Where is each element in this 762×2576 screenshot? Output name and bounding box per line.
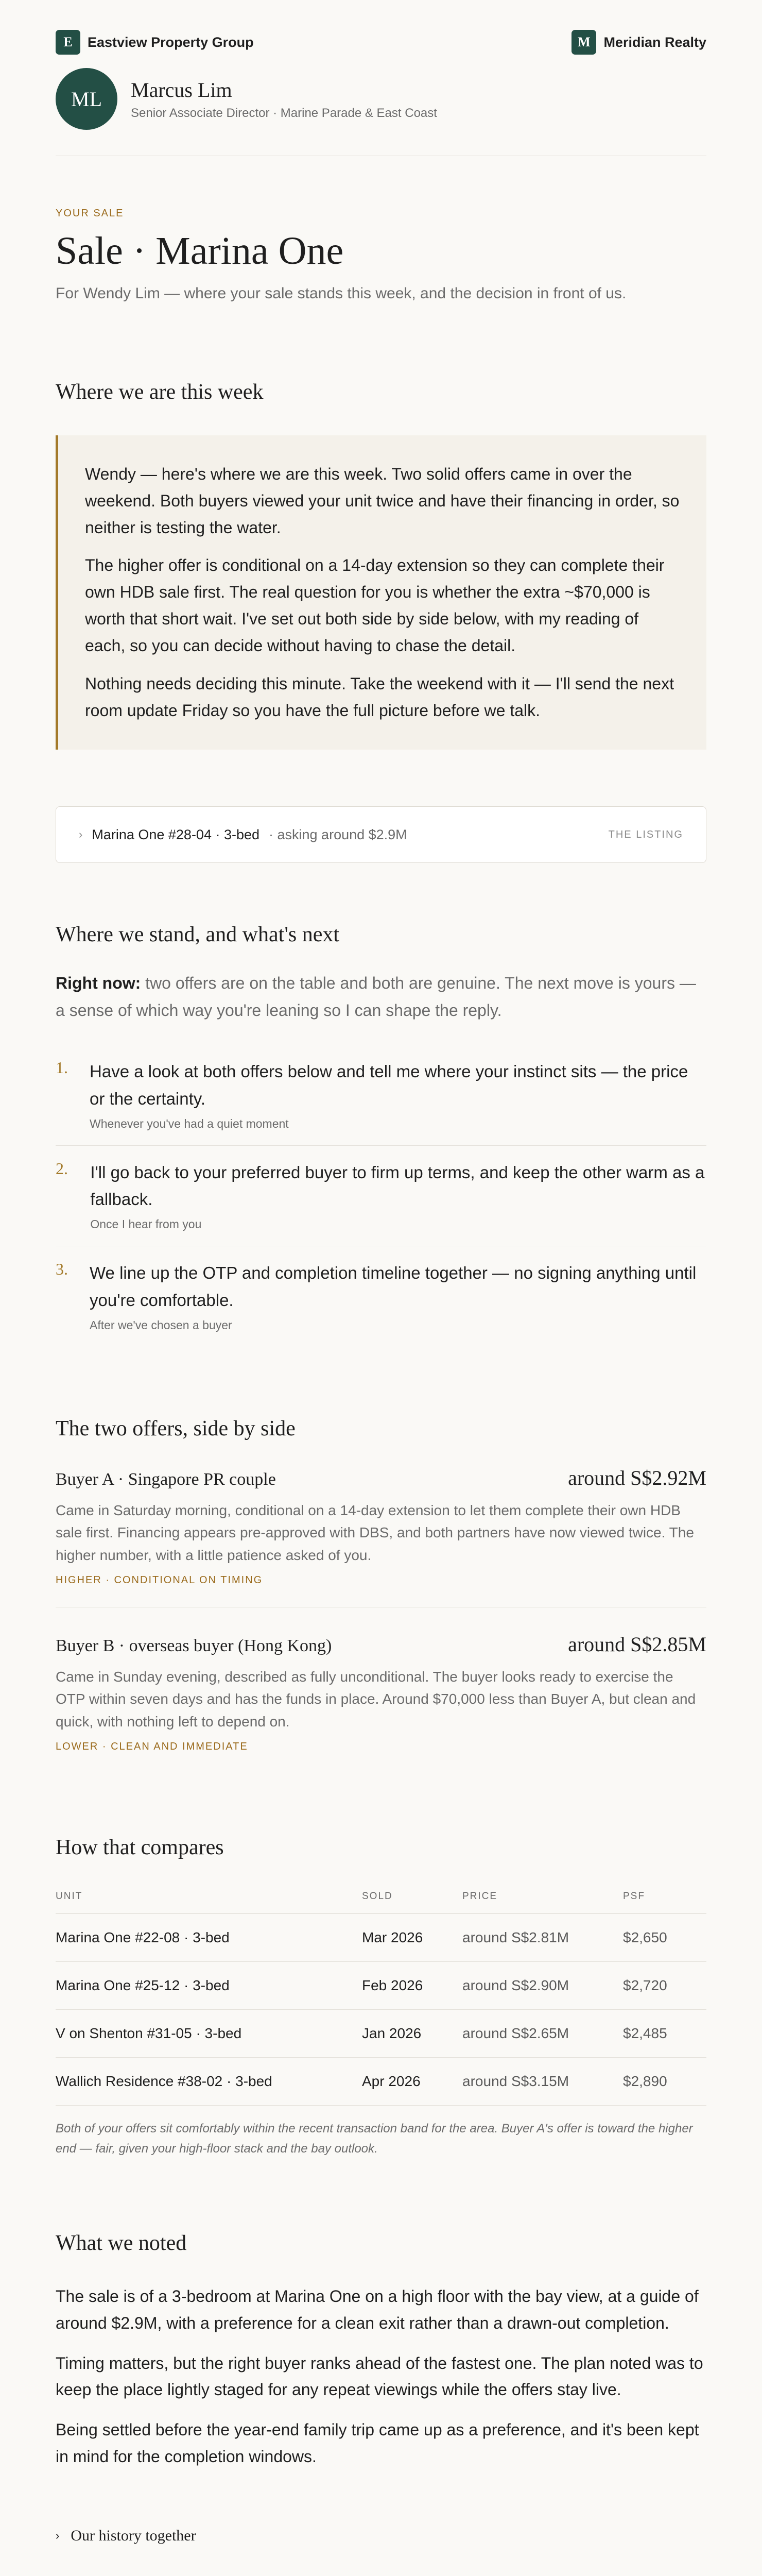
cell-sold: Jan 2026 [362, 2010, 462, 2058]
step-number: 1. [56, 1058, 68, 1077]
note-paragraph: Nothing needs deciding this minute. Take the weekend with it — I'll send the next room update Friday so you have the full picture before we talk. [85, 674, 674, 720]
section-heading: The two offers, side by side [56, 1416, 296, 1440]
offer-header [56, 1466, 706, 1490]
listing-summary [79, 827, 407, 843]
brand-bar [56, 0, 706, 57]
note-paragraph: The higher offer is conditional on a 14-day extension so they can complete their own HDB sale first. The real question for you is whether the extra ~$70,000 is worth that short wait. I've set out both side by side below, with my reading of each, so you can decide without having to chase the detail. [85, 556, 665, 655]
step-timing: Once I hear from you [90, 1217, 202, 1231]
section-what-we-noted [56, 2231, 706, 2470]
table-row [56, 2010, 706, 2058]
noted-body [56, 2283, 706, 2470]
listing-title: Marina One #28-04 · 3-bed [92, 826, 260, 842]
noted-paragraph: Timing matters, but the right buyer ranks ahead of the fastest one. The plan noted was to keep the place lightly staged for any repeat viewings while the offers stay live. [56, 2353, 703, 2399]
meridian-logo: M [572, 30, 596, 55]
step-timing: Whenever you've had a quiet moment [90, 1116, 289, 1130]
listing-toggle[interactable] [56, 806, 706, 863]
section-heading: What we noted [56, 2231, 187, 2255]
section-where-we-stand [56, 922, 706, 1346]
offer-description: Came in Sunday evening, described as fully unconditional. The buyer looks ready to exercise the OTP within seven days and has the funds in place. Around $70,000 less than Buyer A, but clean and quick, with nothing left to depend on. [56, 1669, 696, 1730]
next-steps-list [56, 1045, 706, 1347]
agent-card [56, 57, 706, 156]
offer-price: around S$2.85M [568, 1633, 706, 1656]
table-header-row [56, 1891, 706, 1914]
history-label: Our history together [71, 2527, 196, 2544]
section-where-we-are [56, 380, 706, 750]
comparables-table [56, 1891, 706, 2106]
step-body [90, 1058, 706, 1131]
cell-price: around S$3.15M [462, 2058, 623, 2106]
cell-unit: Wallich Residence #38-02 · 3-bed [56, 2058, 362, 2106]
page-subtitle: For Wendy Lim — where your sale stands this week, and the decision in front of us. [56, 285, 627, 302]
list-item [56, 1045, 706, 1146]
meridian-brand-name: Meridian Realty [603, 34, 706, 50]
listing-asking: · asking around $2.9M [269, 826, 407, 842]
history-toggle[interactable] [56, 2527, 706, 2545]
cell-psf: $2,720 [623, 1962, 706, 2010]
offer-name: Buyer B · overseas buyer (Hong Kong) [56, 1636, 332, 1655]
offer-tag: HIGHER · CONDITIONAL ON TIMING [56, 1574, 263, 1586]
eastview-logo: E [56, 30, 80, 55]
avatar: ML [56, 68, 117, 130]
offer-buyer-a [56, 1441, 706, 1607]
column-header-sold: SOLD [362, 1891, 462, 1914]
offer-tag: LOWER · CLEAN AND IMMEDIATE [56, 1741, 248, 1753]
section-heading: How that compares [56, 1836, 224, 1860]
step-number: 2. [56, 1159, 68, 1178]
cell-price: around S$2.65M [462, 2010, 623, 2058]
list-item [56, 1246, 706, 1347]
column-header-price: PRICE [462, 1891, 623, 1914]
right-now-label: Right now: [56, 974, 141, 993]
column-header-unit: UNIT [56, 1891, 362, 1914]
cell-price: around S$2.81M [462, 1914, 623, 1962]
offer-price: around S$2.92M [568, 1466, 706, 1489]
cell-sold: Feb 2026 [362, 1962, 462, 2010]
cell-unit: Marina One #22-08 · 3-bed [56, 1914, 362, 1962]
cell-psf: $2,650 [623, 1914, 706, 1962]
brand-right [572, 30, 706, 55]
table-row [56, 1962, 706, 2010]
agent-info [131, 78, 437, 121]
eastview-brand-name: Eastview Property Group [88, 34, 254, 50]
section-heading: Where we stand, and what's next [56, 923, 340, 947]
table-footnote: Both of your offers sit comfortably within the recent transaction band for the area. Buyer A's offer is toward the higher end — fair, given your high-floor stack and the bay outlook. [56, 2122, 693, 2156]
cell-psf: $2,890 [623, 2058, 706, 2106]
cell-price: around S$2.90M [462, 1962, 623, 2010]
hero-eyebrow: YOUR SALE [56, 208, 124, 219]
section-offers [56, 1416, 706, 1773]
section-comparables [56, 1835, 706, 2159]
table-row [56, 2058, 706, 2106]
right-now-summary [56, 970, 706, 1024]
right-now-text: two offers are on the table and both are genuine. The next move is yours — a sense of which way you're leaning so I can shape the reply. [56, 974, 696, 1020]
offer-buyer-b [56, 1607, 706, 1773]
cell-sold: Mar 2026 [362, 1914, 462, 1962]
noted-paragraph: The sale is of a 3-bedroom at Marina One on a high floor with the bay view, at a guide of around $2.9M, with a preference for a clean exit rather than a drawn-out completion. [56, 2286, 699, 2332]
listing-tag: THE LISTING [608, 828, 683, 840]
agent-note [56, 435, 706, 750]
column-header-psf: PSF [623, 1891, 706, 1914]
step-body [90, 1159, 706, 1232]
chevron-right-icon: › [56, 2529, 60, 2542]
cell-unit: Marina One #25-12 · 3-bed [56, 1962, 362, 2010]
step-number: 3. [56, 1260, 68, 1279]
list-item [56, 1146, 706, 1247]
offer-description: Came in Saturday morning, conditional on a 14-day extension to let them complete their own HDB sale first. Financing appears pre-approved with DBS, and both partners have now viewed twice. The higher number, with a little patience asked of you. [56, 1502, 694, 1563]
step-text: We line up the OTP and completion timeline together — no signing anything until you're comfortable. [90, 1263, 697, 1310]
chevron-right-icon: › [79, 828, 83, 841]
brand-left [56, 30, 254, 55]
note-paragraph: Wendy — here's where we are this week. Two solid offers came in over the weekend. Both buyers viewed your unit twice and have their financing in order, so neither is testing the water. [85, 465, 680, 537]
cell-unit: V on Shenton #31-05 · 3-bed [56, 2010, 362, 2058]
table-row [56, 1914, 706, 1962]
step-timing: After we've chosen a buyer [90, 1318, 232, 1332]
agent-name: Marcus Lim [131, 78, 232, 101]
cell-sold: Apr 2026 [362, 2058, 462, 2106]
offer-header [56, 1632, 706, 1656]
step-text: Have a look at both offers below and tell me where your instinct sits — the price or the certainty. [90, 1062, 688, 1108]
noted-paragraph: Being settled before the year-end family trip came up as a preference, and it's been kept in mind for the completion windows. [56, 2420, 699, 2466]
step-text: I'll go back to your preferred buyer to firm up terms, and keep the other warm as a fallback. [90, 1162, 705, 1209]
offer-name: Buyer A · Singapore PR couple [56, 1469, 276, 1489]
page-title: Sale · Marina One [56, 229, 344, 273]
section-heading: Where we are this week [56, 380, 264, 404]
step-body [90, 1260, 706, 1332]
agent-role: Senior Associate Director · Marine Parade & East Coast [131, 106, 437, 120]
cell-psf: $2,485 [623, 2010, 706, 2058]
